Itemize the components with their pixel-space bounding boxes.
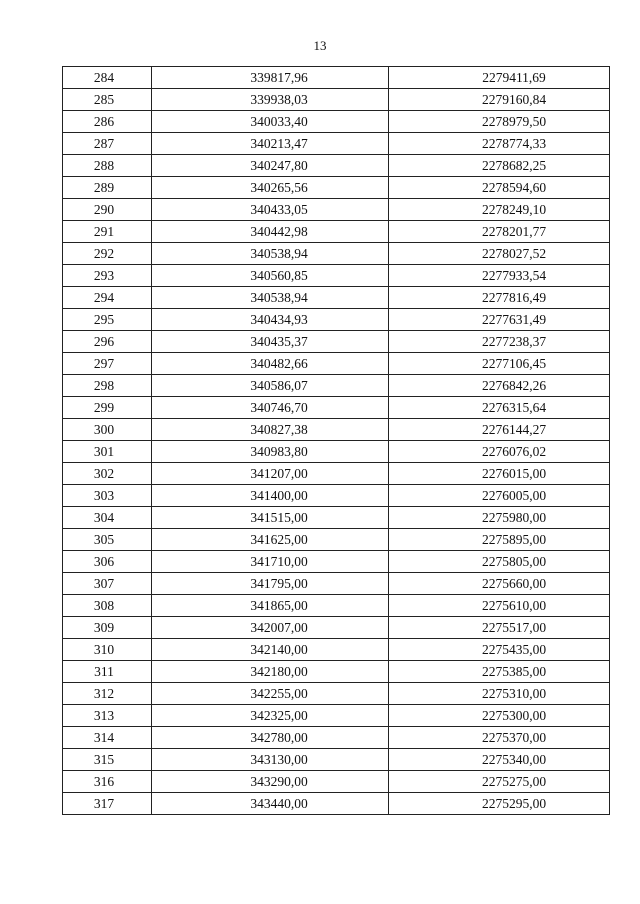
- point-number-cell: 310: [63, 639, 152, 661]
- x-coordinate-cell: 340827,38: [152, 419, 389, 441]
- x-coordinate-cell: 342325,00: [152, 705, 389, 727]
- table-row: [63, 353, 610, 375]
- x-coordinate-cell: 341515,00: [152, 507, 389, 529]
- y-coordinate-cell: 2275660,00: [389, 573, 610, 595]
- x-coordinate-cell: 340434,93: [152, 309, 389, 331]
- point-number-cell: 288: [63, 155, 152, 177]
- x-coordinate-cell: 340538,94: [152, 287, 389, 309]
- table-row: [63, 199, 610, 221]
- table-row: [63, 375, 610, 397]
- y-coordinate-cell: 2278979,50: [389, 111, 610, 133]
- y-coordinate-cell: 2275610,00: [389, 595, 610, 617]
- y-coordinate-cell: 2278249,10: [389, 199, 610, 221]
- table-row: [63, 683, 610, 705]
- table-row: [63, 507, 610, 529]
- y-coordinate-cell: 2275385,00: [389, 661, 610, 683]
- x-coordinate-cell: 340560,85: [152, 265, 389, 287]
- x-coordinate-cell: 340033,40: [152, 111, 389, 133]
- y-coordinate-cell: 2276015,00: [389, 463, 610, 485]
- y-coordinate-cell: 2277106,45: [389, 353, 610, 375]
- x-coordinate-cell: 343440,00: [152, 793, 389, 815]
- y-coordinate-cell: 2276005,00: [389, 485, 610, 507]
- y-coordinate-cell: 2275435,00: [389, 639, 610, 661]
- table-row: [63, 793, 610, 815]
- table-row: [63, 177, 610, 199]
- x-coordinate-cell: 343130,00: [152, 749, 389, 771]
- point-number-cell: 316: [63, 771, 152, 793]
- table-row: [63, 705, 610, 727]
- point-number-cell: 293: [63, 265, 152, 287]
- x-coordinate-cell: 340247,80: [152, 155, 389, 177]
- x-coordinate-cell: 342180,00: [152, 661, 389, 683]
- table-row: [63, 331, 610, 353]
- y-coordinate-cell: 2279160,84: [389, 89, 610, 111]
- point-number-cell: 287: [63, 133, 152, 155]
- y-coordinate-cell: 2275310,00: [389, 683, 610, 705]
- point-number-cell: 290: [63, 199, 152, 221]
- page-number: 13: [313, 38, 327, 53]
- table-row: [63, 155, 610, 177]
- point-number-cell: 297: [63, 353, 152, 375]
- table-row: [63, 89, 610, 111]
- x-coordinate-cell: 340433,05: [152, 199, 389, 221]
- y-coordinate-cell: 2275370,00: [389, 727, 610, 749]
- table-row: [63, 573, 610, 595]
- coordinates-table: [62, 66, 610, 815]
- y-coordinate-cell: 2276144,27: [389, 419, 610, 441]
- table-row: [63, 419, 610, 441]
- table-row: [63, 639, 610, 661]
- point-number-cell: 286: [63, 111, 152, 133]
- point-number-cell: 305: [63, 529, 152, 551]
- x-coordinate-cell: 341400,00: [152, 485, 389, 507]
- y-coordinate-cell: 2277631,49: [389, 309, 610, 331]
- table-row: [63, 661, 610, 683]
- x-coordinate-cell: 340586,07: [152, 375, 389, 397]
- table-row: [63, 463, 610, 485]
- x-coordinate-cell: 342255,00: [152, 683, 389, 705]
- y-coordinate-cell: 2275805,00: [389, 551, 610, 573]
- table-row: [63, 111, 610, 133]
- y-coordinate-cell: 2275895,00: [389, 529, 610, 551]
- y-coordinate-cell: 2275300,00: [389, 705, 610, 727]
- table-row: [63, 243, 610, 265]
- point-number-cell: 304: [63, 507, 152, 529]
- table-row: [63, 485, 610, 507]
- y-coordinate-cell: 2275295,00: [389, 793, 610, 815]
- point-number-cell: 315: [63, 749, 152, 771]
- x-coordinate-cell: 340213,47: [152, 133, 389, 155]
- y-coordinate-cell: 2278682,25: [389, 155, 610, 177]
- point-number-cell: 307: [63, 573, 152, 595]
- coordinates-table-body: [63, 67, 610, 815]
- x-coordinate-cell: 340746,70: [152, 397, 389, 419]
- y-coordinate-cell: 2279411,69: [389, 67, 610, 89]
- table-row: [63, 771, 610, 793]
- y-coordinate-cell: 2276076,02: [389, 441, 610, 463]
- y-coordinate-cell: 2275275,00: [389, 771, 610, 793]
- point-number-cell: 308: [63, 595, 152, 617]
- point-number-cell: 312: [63, 683, 152, 705]
- x-coordinate-cell: 340482,66: [152, 353, 389, 375]
- point-number-cell: 302: [63, 463, 152, 485]
- x-coordinate-cell: 341795,00: [152, 573, 389, 595]
- point-number-cell: 300: [63, 419, 152, 441]
- x-coordinate-cell: 340442,98: [152, 221, 389, 243]
- y-coordinate-cell: 2278027,52: [389, 243, 610, 265]
- x-coordinate-cell: 339938,03: [152, 89, 389, 111]
- y-coordinate-cell: 2276842,26: [389, 375, 610, 397]
- table-row: [63, 397, 610, 419]
- table-row: [63, 265, 610, 287]
- point-number-cell: 299: [63, 397, 152, 419]
- y-coordinate-cell: 2277816,49: [389, 287, 610, 309]
- point-number-cell: 317: [63, 793, 152, 815]
- table-row: [63, 287, 610, 309]
- y-coordinate-cell: 2275980,00: [389, 507, 610, 529]
- table-row: [63, 749, 610, 771]
- x-coordinate-cell: 340435,37: [152, 331, 389, 353]
- table-row: [63, 221, 610, 243]
- table-row: [63, 133, 610, 155]
- point-number-cell: 303: [63, 485, 152, 507]
- point-number-cell: 296: [63, 331, 152, 353]
- table-row: [63, 595, 610, 617]
- y-coordinate-cell: 2277933,54: [389, 265, 610, 287]
- point-number-cell: 291: [63, 221, 152, 243]
- table-row: [63, 529, 610, 551]
- table-row: [63, 551, 610, 573]
- y-coordinate-cell: 2278774,33: [389, 133, 610, 155]
- x-coordinate-cell: 340265,56: [152, 177, 389, 199]
- table-row: [63, 441, 610, 463]
- table-row: [63, 727, 610, 749]
- point-number-cell: 301: [63, 441, 152, 463]
- point-number-cell: 311: [63, 661, 152, 683]
- point-number-cell: 309: [63, 617, 152, 639]
- table-row: [63, 309, 610, 331]
- point-number-cell: 285: [63, 89, 152, 111]
- y-coordinate-cell: 2275517,00: [389, 617, 610, 639]
- x-coordinate-cell: 341207,00: [152, 463, 389, 485]
- x-coordinate-cell: 342780,00: [152, 727, 389, 749]
- x-coordinate-cell: 342140,00: [152, 639, 389, 661]
- point-number-cell: 284: [63, 67, 152, 89]
- x-coordinate-cell: 342007,00: [152, 617, 389, 639]
- point-number-cell: 298: [63, 375, 152, 397]
- y-coordinate-cell: 2277238,37: [389, 331, 610, 353]
- x-coordinate-cell: 340983,80: [152, 441, 389, 463]
- point-number-cell: 295: [63, 309, 152, 331]
- point-number-cell: 306: [63, 551, 152, 573]
- point-number-cell: 289: [63, 177, 152, 199]
- x-coordinate-cell: 340538,94: [152, 243, 389, 265]
- x-coordinate-cell: 341865,00: [152, 595, 389, 617]
- point-number-cell: 292: [63, 243, 152, 265]
- point-number-cell: 313: [63, 705, 152, 727]
- table-row: [63, 67, 610, 89]
- y-coordinate-cell: 2278201,77: [389, 221, 610, 243]
- x-coordinate-cell: 339817,96: [152, 67, 389, 89]
- x-coordinate-cell: 343290,00: [152, 771, 389, 793]
- table-row: [63, 617, 610, 639]
- x-coordinate-cell: 341710,00: [152, 551, 389, 573]
- y-coordinate-cell: 2275340,00: [389, 749, 610, 771]
- x-coordinate-cell: 341625,00: [152, 529, 389, 551]
- point-number-cell: 294: [63, 287, 152, 309]
- y-coordinate-cell: 2276315,64: [389, 397, 610, 419]
- point-number-cell: 314: [63, 727, 152, 749]
- y-coordinate-cell: 2278594,60: [389, 177, 610, 199]
